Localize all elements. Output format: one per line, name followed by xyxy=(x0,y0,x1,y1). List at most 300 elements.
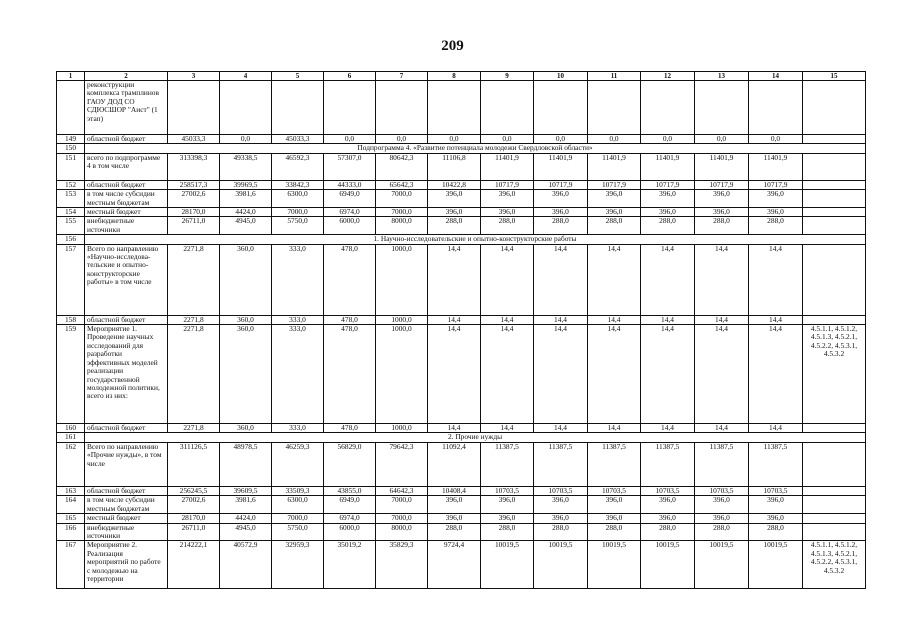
value-cell: 6000,0 xyxy=(324,217,376,235)
value-cell: 6000,0 xyxy=(324,523,376,541)
value-cell: 396,0 xyxy=(641,514,695,523)
value-cell: 11106,8 xyxy=(428,153,481,180)
value-cell: 14,4 xyxy=(428,244,481,315)
value-cell: 478,0 xyxy=(324,424,376,433)
section-row xyxy=(57,144,866,153)
value-cell: 4945,0 xyxy=(220,217,272,235)
row-label: областной бюджет xyxy=(85,315,168,324)
value-cell: 396,0 xyxy=(588,190,641,208)
value-cell: 56829,0 xyxy=(324,442,376,486)
value-cell: 11387,5 xyxy=(588,442,641,486)
table-row xyxy=(57,208,866,217)
value-cell xyxy=(324,81,376,135)
value-cell: 10717,9 xyxy=(481,180,534,189)
value-cell: 64642,3 xyxy=(376,486,428,495)
value-cell: 7000,0 xyxy=(376,190,428,208)
table-row xyxy=(57,217,866,235)
row-label: внебюджетные источники xyxy=(85,523,168,541)
value-cell: 2271,8 xyxy=(168,315,220,324)
value-cell: 11401,9 xyxy=(534,153,588,180)
target-refs xyxy=(803,153,866,180)
value-cell: 5750,0 xyxy=(272,217,324,235)
value-cell: 396,0 xyxy=(749,190,803,208)
value-cell: 10422,8 xyxy=(428,180,481,189)
page-bottom-edge xyxy=(0,626,905,640)
value-cell: 10703,5 xyxy=(481,486,534,495)
value-cell: 14,4 xyxy=(695,315,749,324)
value-cell: 14,4 xyxy=(588,325,641,424)
value-cell xyxy=(481,81,534,135)
value-cell: 333,0 xyxy=(272,315,324,324)
target-refs xyxy=(803,217,866,235)
value-cell: 396,0 xyxy=(428,190,481,208)
value-cell: 288,0 xyxy=(588,217,641,235)
value-cell: 14,4 xyxy=(534,315,588,324)
target-refs xyxy=(803,442,866,486)
header-cell: 4 xyxy=(220,72,272,81)
target-refs xyxy=(803,424,866,433)
value-cell: 39969,5 xyxy=(220,180,272,189)
value-cell: 46259,3 xyxy=(272,442,324,486)
value-cell: 396,0 xyxy=(695,514,749,523)
row-number: 163 xyxy=(57,486,85,495)
value-cell: 4424,0 xyxy=(220,514,272,523)
value-cell: 6974,0 xyxy=(324,514,376,523)
value-cell: 396,0 xyxy=(588,208,641,217)
row-number: 167 xyxy=(57,541,85,589)
value-cell: 14,4 xyxy=(695,325,749,424)
value-cell: 6949,0 xyxy=(324,190,376,208)
value-cell: 288,0 xyxy=(481,217,534,235)
row-label: областной бюджет xyxy=(85,135,168,144)
header-cell: 6 xyxy=(324,72,376,81)
target-refs xyxy=(803,523,866,541)
value-cell: 1000,0 xyxy=(376,424,428,433)
value-cell: 258517,3 xyxy=(168,180,220,189)
value-cell: 288,0 xyxy=(588,523,641,541)
section-row xyxy=(57,235,866,244)
row-label: Всего по направлению «Научно-исследова-тельские и опытно-конструкторские работы» в том числе xyxy=(85,244,168,315)
value-cell: 11387,5 xyxy=(749,442,803,486)
value-cell: 10408,4 xyxy=(428,486,481,495)
value-cell: 6300,0 xyxy=(272,496,324,514)
value-cell: 396,0 xyxy=(534,514,588,523)
value-cell: 10019,5 xyxy=(695,541,749,589)
header-cell: 11 xyxy=(588,72,641,81)
header-cell: 10 xyxy=(534,72,588,81)
value-cell: 10717,9 xyxy=(588,180,641,189)
header-cell: 2 xyxy=(85,72,168,81)
value-cell: 0,0 xyxy=(428,135,481,144)
value-cell: 288,0 xyxy=(428,217,481,235)
value-cell: 2271,8 xyxy=(168,325,220,424)
value-cell: 14,4 xyxy=(749,315,803,324)
value-cell: 1000,0 xyxy=(376,244,428,315)
value-cell: 10019,5 xyxy=(749,541,803,589)
value-cell: 396,0 xyxy=(749,514,803,523)
row-label: Мероприятие 1. Проведение научных исследований для разработки эффективных моделей реализации государственной молодежной политики, всего из них: xyxy=(85,325,168,424)
value-cell: 2271,8 xyxy=(168,244,220,315)
row-label: областной бюджет xyxy=(85,180,168,189)
value-cell: 3981,6 xyxy=(220,190,272,208)
table-row xyxy=(57,486,866,495)
value-cell: 14,4 xyxy=(428,315,481,324)
value-cell: 478,0 xyxy=(324,244,376,315)
value-cell: 14,4 xyxy=(641,315,695,324)
section-row xyxy=(57,433,866,442)
table-row xyxy=(57,325,866,424)
value-cell: 46592,3 xyxy=(272,153,324,180)
value-cell: 26711,0 xyxy=(168,217,220,235)
table-row xyxy=(57,244,866,315)
value-cell: 396,0 xyxy=(695,496,749,514)
value-cell: 288,0 xyxy=(428,523,481,541)
value-cell: 57307,0 xyxy=(324,153,376,180)
value-cell: 396,0 xyxy=(641,496,695,514)
value-cell: 35019,2 xyxy=(324,541,376,589)
row-number: 159 xyxy=(57,325,85,424)
value-cell: 14,4 xyxy=(641,244,695,315)
value-cell: 10019,5 xyxy=(481,541,534,589)
row-number: 157 xyxy=(57,244,85,315)
value-cell: 11401,9 xyxy=(481,153,534,180)
value-cell: 360,0 xyxy=(220,315,272,324)
value-cell: 10019,5 xyxy=(534,541,588,589)
value-cell: 396,0 xyxy=(481,208,534,217)
table-row xyxy=(57,180,866,189)
value-cell: 14,4 xyxy=(534,424,588,433)
row-number: 162 xyxy=(57,442,85,486)
header-cell: 13 xyxy=(695,72,749,81)
row-label: всего по подпрограмме 4 в том числе xyxy=(85,153,168,180)
value-cell xyxy=(695,81,749,135)
value-cell: 1000,0 xyxy=(376,315,428,324)
value-cell: 0,0 xyxy=(588,135,641,144)
value-cell: 396,0 xyxy=(534,190,588,208)
header-cell: 7 xyxy=(376,72,428,81)
value-cell: 11387,5 xyxy=(481,442,534,486)
target-refs xyxy=(803,81,866,135)
target-refs xyxy=(803,135,866,144)
value-cell: 1000,0 xyxy=(376,325,428,424)
row-number: 155 xyxy=(57,217,85,235)
value-cell: 10717,9 xyxy=(749,180,803,189)
value-cell xyxy=(220,81,272,135)
table-body xyxy=(57,72,866,589)
value-cell: 7000,0 xyxy=(272,514,324,523)
value-cell: 28170,0 xyxy=(168,514,220,523)
value-cell xyxy=(272,81,324,135)
row-label: в том числе субсидии местным бюджетам xyxy=(85,496,168,514)
value-cell: 14,4 xyxy=(749,325,803,424)
value-cell xyxy=(428,81,481,135)
value-cell: 288,0 xyxy=(695,217,749,235)
row-label: Мероприятие 2. Реализация мероприятий по работе с молодежью на территории xyxy=(85,541,168,589)
value-cell: 4945,0 xyxy=(220,523,272,541)
row-number: 165 xyxy=(57,514,85,523)
value-cell: 288,0 xyxy=(534,217,588,235)
value-cell: 396,0 xyxy=(588,496,641,514)
value-cell: 11401,9 xyxy=(641,153,695,180)
header-cell: 1 xyxy=(57,72,85,81)
header-cell: 15 xyxy=(803,72,866,81)
table-row xyxy=(57,424,866,433)
value-cell: 396,0 xyxy=(481,190,534,208)
header-cell: 5 xyxy=(272,72,324,81)
row-number: 160 xyxy=(57,424,85,433)
header-cell: 14 xyxy=(749,72,803,81)
value-cell: 10703,5 xyxy=(749,486,803,495)
value-cell: 14,4 xyxy=(534,244,588,315)
value-cell: 0,0 xyxy=(481,135,534,144)
value-cell: 14,4 xyxy=(695,424,749,433)
value-cell: 11401,9 xyxy=(588,153,641,180)
table-row xyxy=(57,514,866,523)
value-cell: 288,0 xyxy=(641,523,695,541)
value-cell: 45033,3 xyxy=(272,135,324,144)
value-cell: 396,0 xyxy=(749,208,803,217)
target-refs: 4.5.1.1, 4.5.1.2, 4.5.1.3, 4.5.2.1, 4.5.2.2, 4.5.3.1, 4.5.3.2 xyxy=(803,541,866,589)
value-cell: 311126,5 xyxy=(168,442,220,486)
value-cell: 32959,3 xyxy=(272,541,324,589)
value-cell: 256245,5 xyxy=(168,486,220,495)
value-cell: 35829,3 xyxy=(376,541,428,589)
row-number: 150 xyxy=(57,144,85,153)
value-cell: 8000,0 xyxy=(376,217,428,235)
value-cell: 10703,5 xyxy=(588,486,641,495)
value-cell xyxy=(588,81,641,135)
value-cell xyxy=(376,81,428,135)
row-label: реконструкции комплекса трамплинов ГАОУ ДОД СО СДЮСШОР "Аист" (1 этап) xyxy=(85,81,168,135)
value-cell: 360,0 xyxy=(220,424,272,433)
value-cell: 6949,0 xyxy=(324,496,376,514)
value-cell: 26711,0 xyxy=(168,523,220,541)
row-number: 156 xyxy=(57,235,85,244)
value-cell: 14,4 xyxy=(588,244,641,315)
value-cell: 0,0 xyxy=(749,135,803,144)
value-cell: 333,0 xyxy=(272,325,324,424)
budget-table xyxy=(56,71,866,589)
table-row xyxy=(57,315,866,324)
row-label: областной бюджет xyxy=(85,424,168,433)
value-cell: 7000,0 xyxy=(376,208,428,217)
value-cell: 333,0 xyxy=(272,424,324,433)
value-cell: 14,4 xyxy=(534,325,588,424)
value-cell: 49338,5 xyxy=(220,153,272,180)
value-cell: 6300,0 xyxy=(272,190,324,208)
row-number: 153 xyxy=(57,190,85,208)
target-refs xyxy=(803,514,866,523)
value-cell: 396,0 xyxy=(641,190,695,208)
value-cell: 288,0 xyxy=(481,523,534,541)
value-cell: 396,0 xyxy=(428,208,481,217)
value-cell: 7000,0 xyxy=(376,514,428,523)
table-row xyxy=(57,153,866,180)
header-cell: 9 xyxy=(481,72,534,81)
value-cell: 11092,4 xyxy=(428,442,481,486)
value-cell: 11401,9 xyxy=(749,153,803,180)
value-cell: 288,0 xyxy=(749,523,803,541)
value-cell: 478,0 xyxy=(324,315,376,324)
table-row xyxy=(57,541,866,589)
value-cell: 79642,3 xyxy=(376,442,428,486)
value-cell: 396,0 xyxy=(481,496,534,514)
value-cell: 396,0 xyxy=(588,514,641,523)
value-cell: 14,4 xyxy=(428,424,481,433)
value-cell: 7000,0 xyxy=(272,208,324,217)
value-cell: 45033,3 xyxy=(168,135,220,144)
value-cell: 40572,9 xyxy=(220,541,272,589)
row-label: в том числе субсидии местным бюджетам xyxy=(85,190,168,208)
section-title: 2. Прочие нужды xyxy=(85,433,866,442)
value-cell: 0,0 xyxy=(641,135,695,144)
value-cell: 14,4 xyxy=(641,325,695,424)
value-cell: 10019,5 xyxy=(641,541,695,589)
value-cell: 288,0 xyxy=(641,217,695,235)
section-title: 1. Научно-исследовательские и опытно-конструкторские работы xyxy=(85,235,866,244)
header-cell: 12 xyxy=(641,72,695,81)
value-cell: 4424,0 xyxy=(220,208,272,217)
value-cell: 288,0 xyxy=(534,523,588,541)
row-label: местный бюджет xyxy=(85,208,168,217)
value-cell: 14,4 xyxy=(481,315,534,324)
row-number: 161 xyxy=(57,433,85,442)
value-cell: 10717,9 xyxy=(695,180,749,189)
value-cell xyxy=(168,81,220,135)
target-refs xyxy=(803,486,866,495)
row-label: местный бюджет xyxy=(85,514,168,523)
value-cell: 11387,5 xyxy=(641,442,695,486)
value-cell: 396,0 xyxy=(641,208,695,217)
table-row xyxy=(57,523,866,541)
target-refs xyxy=(803,208,866,217)
value-cell: 11387,5 xyxy=(534,442,588,486)
target-refs: 4.5.1.1, 4.5.1.2, 4.5.1.3, 4.5.2.1, 4.5.2.2, 4.5.3.1, 4.5.3.2 xyxy=(803,325,866,424)
value-cell: 5750,0 xyxy=(272,523,324,541)
value-cell: 14,4 xyxy=(588,315,641,324)
value-cell: 214222,1 xyxy=(168,541,220,589)
header-cell: 8 xyxy=(428,72,481,81)
header-cell: 3 xyxy=(168,72,220,81)
value-cell: 28170,0 xyxy=(168,208,220,217)
value-cell: 313398,3 xyxy=(168,153,220,180)
table-row xyxy=(57,135,866,144)
section-title: Подпрограмма 4. «Развитие потенциала молодежи Свердловской области» xyxy=(85,144,866,153)
value-cell: 14,4 xyxy=(641,424,695,433)
value-cell: 6974,0 xyxy=(324,208,376,217)
value-cell: 11387,5 xyxy=(695,442,749,486)
value-cell: 10703,5 xyxy=(695,486,749,495)
value-cell: 14,4 xyxy=(749,424,803,433)
value-cell: 65642,3 xyxy=(376,180,428,189)
value-cell: 8000,0 xyxy=(376,523,428,541)
value-cell: 0,0 xyxy=(376,135,428,144)
value-cell: 44333,0 xyxy=(324,180,376,189)
value-cell: 333,0 xyxy=(272,244,324,315)
row-number: 149 xyxy=(57,135,85,144)
value-cell: 14,4 xyxy=(481,424,534,433)
value-cell: 10703,5 xyxy=(641,486,695,495)
value-cell: 360,0 xyxy=(220,244,272,315)
page-number: 209 xyxy=(441,38,464,54)
value-cell xyxy=(641,81,695,135)
target-refs xyxy=(803,190,866,208)
target-refs xyxy=(803,180,866,189)
value-cell: 396,0 xyxy=(428,496,481,514)
value-cell: 14,4 xyxy=(588,424,641,433)
value-cell: 396,0 xyxy=(534,496,588,514)
value-cell: 9724,4 xyxy=(428,541,481,589)
value-cell: 14,4 xyxy=(481,325,534,424)
row-label: Всего по направлению «Прочие нужды», в том числе xyxy=(85,442,168,486)
value-cell: 10019,5 xyxy=(588,541,641,589)
value-cell: 10717,9 xyxy=(641,180,695,189)
table-row xyxy=(57,442,866,486)
value-cell: 288,0 xyxy=(695,523,749,541)
value-cell: 33842,3 xyxy=(272,180,324,189)
value-cell xyxy=(534,81,588,135)
row-label: внебюджетные источники xyxy=(85,217,168,235)
value-cell: 10703,5 xyxy=(534,486,588,495)
value-cell: 33509,3 xyxy=(272,486,324,495)
value-cell: 0,0 xyxy=(324,135,376,144)
row-number: 166 xyxy=(57,523,85,541)
row-number: 154 xyxy=(57,208,85,217)
row-number: 151 xyxy=(57,153,85,180)
value-cell: 11401,9 xyxy=(695,153,749,180)
value-cell: 288,0 xyxy=(749,217,803,235)
value-cell: 27002,6 xyxy=(168,190,220,208)
target-refs xyxy=(803,315,866,324)
value-cell: 396,0 xyxy=(481,514,534,523)
value-cell: 14,4 xyxy=(749,244,803,315)
table-row xyxy=(57,496,866,514)
value-cell: 396,0 xyxy=(695,190,749,208)
table-header-row xyxy=(57,72,866,81)
value-cell: 360,0 xyxy=(220,325,272,424)
target-refs xyxy=(803,244,866,315)
table-row xyxy=(57,190,866,208)
value-cell: 43855,0 xyxy=(324,486,376,495)
value-cell: 10717,9 xyxy=(534,180,588,189)
value-cell: 0,0 xyxy=(695,135,749,144)
value-cell: 14,4 xyxy=(695,244,749,315)
row-number xyxy=(57,81,85,135)
value-cell: 27002,6 xyxy=(168,496,220,514)
value-cell: 396,0 xyxy=(428,514,481,523)
value-cell xyxy=(749,81,803,135)
row-number: 152 xyxy=(57,180,85,189)
table-row xyxy=(57,81,866,135)
value-cell: 0,0 xyxy=(534,135,588,144)
value-cell: 14,4 xyxy=(428,325,481,424)
value-cell: 2271,8 xyxy=(168,424,220,433)
value-cell: 396,0 xyxy=(534,208,588,217)
value-cell: 7000,0 xyxy=(376,496,428,514)
row-number: 158 xyxy=(57,315,85,324)
value-cell: 0,0 xyxy=(220,135,272,144)
target-refs xyxy=(803,496,866,514)
value-cell: 396,0 xyxy=(749,496,803,514)
row-label: областной бюджет xyxy=(85,486,168,495)
row-number: 164 xyxy=(57,496,85,514)
value-cell: 3981,6 xyxy=(220,496,272,514)
value-cell: 396,0 xyxy=(695,208,749,217)
value-cell: 39609,5 xyxy=(220,486,272,495)
value-cell: 80642,3 xyxy=(376,153,428,180)
value-cell: 14,4 xyxy=(481,244,534,315)
value-cell: 48978,5 xyxy=(220,442,272,486)
